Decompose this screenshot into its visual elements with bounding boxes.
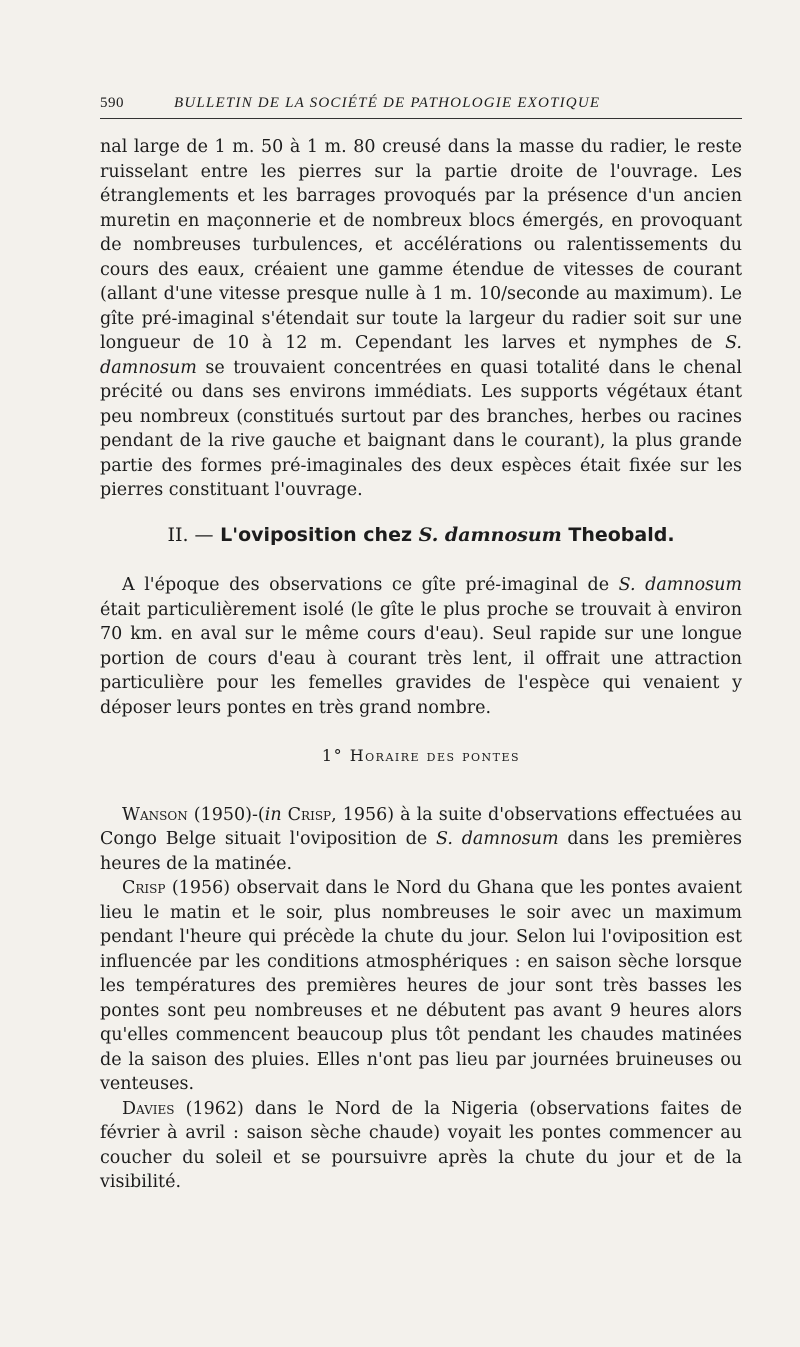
page bbox=[100, 95, 742, 1195]
section-species: S. damnosum bbox=[418, 523, 562, 546]
journal-title: BULLETIN DE LA SOCIÉTÉ DE PATHOLOGIE EXOTIQUE bbox=[174, 95, 601, 111]
paragraph-davies: Davies (1962) dans le Nord de la Nigeria (observations faites de février à avril : saison sèche chaude) voyait les pontes commencer au coucher du soleil et se poursuivre après la chute du jour et de la visibilité. bbox=[100, 1098, 742, 1192]
species-name: S. damnosum bbox=[100, 333, 742, 378]
running-header bbox=[100, 95, 742, 119]
author-name: Davies bbox=[122, 1098, 175, 1119]
author-name: Crisp bbox=[122, 878, 166, 898]
paragraph-crisp: Crisp (1956) observait dans le Nord du Ghana que les pontes avaient lieu le matin et le soir, plus nombreuses le soir avec un maximum pendant l'heure qui précède la chute du jour. Selon lui l'oviposition est influencée par les conditions atmosphériques : en saison sèche lorsque les températures des premières heures de jour sont très basses les pontes sont peu nombreuses et ne débutent pas avant 9 heures alors qu'elles commencent beaucoup plus tôt pendant les chaudes matinées de la saison des pluies. Elles n'ont pas lieu par journées bruineuses ou venteuses. bbox=[100, 878, 742, 1094]
species-name: S. damnosum bbox=[618, 575, 742, 595]
author-name: Wanson bbox=[122, 804, 188, 825]
species-name: S. damnosum bbox=[435, 829, 559, 849]
paragraph-wanson: Wanson (1950)-(in Crisp, 1956) à la suite d'observations effectuées au Congo Belge situait l'oviposition de S. damnosum dans les premières heures de la matinée. bbox=[100, 804, 742, 874]
article-body bbox=[100, 135, 742, 1195]
paragraph-continuation: nal large de 1 m. 50 à 1 m. 80 creusé dans la masse du radier, le reste ruisselant entre les pierres sur la partie droite de l'ouvrage. Les étranglements et les barrages provoqués par la présence d'un ancien muretin en maçonnerie et de nombreux blocs émergés, en provoquant de nombreuses turbulences, et accélérations ou ralentissements du cours des eaux, créaient une gamme étendue de vitesses de courant (allant d'une vitesse presque nulle à 1 m. 10/seconde au maximum). Le gîte pré-imaginal s'étendait sur toute la largeur du radier soit sur une longueur de 10 à 12 m. Cependant les larves et nymphes de S. damnosum se trouvaient concentrées en quasi totalité dans le chenal précité ou dans ses environs immédiats. Les supports végétaux étant peu nombreux (constitués surtout par des branches, herbes ou racines pendant de la rive gauche et baignant dans le courant), la plus grande partie des formes pré-imaginales des deux espèces était fixée sur les pierres constituant l'ouvrage. bbox=[100, 137, 742, 500]
page-number: 590 bbox=[100, 95, 124, 111]
subsection-heading: 1° Horaire des pontes bbox=[321, 746, 521, 765]
section-heading: II. — L'oviposition chez S. damnosum Theobald. bbox=[167, 523, 675, 546]
paragraph-isolation: A l'époque des observations ce gîte pré-imaginal de S. damnosum était particulièrement isolé (le gîte le plus proche se trouvait à environ 70 km. en aval sur le même cours d'eau). Seul rapide sur une longue portion de cours d'eau à courant très lent, il offrait une attraction particulière pour les femelles gravides de l'espèce qui venaient y déposer leurs pontes en très grand nombre. bbox=[100, 575, 742, 718]
